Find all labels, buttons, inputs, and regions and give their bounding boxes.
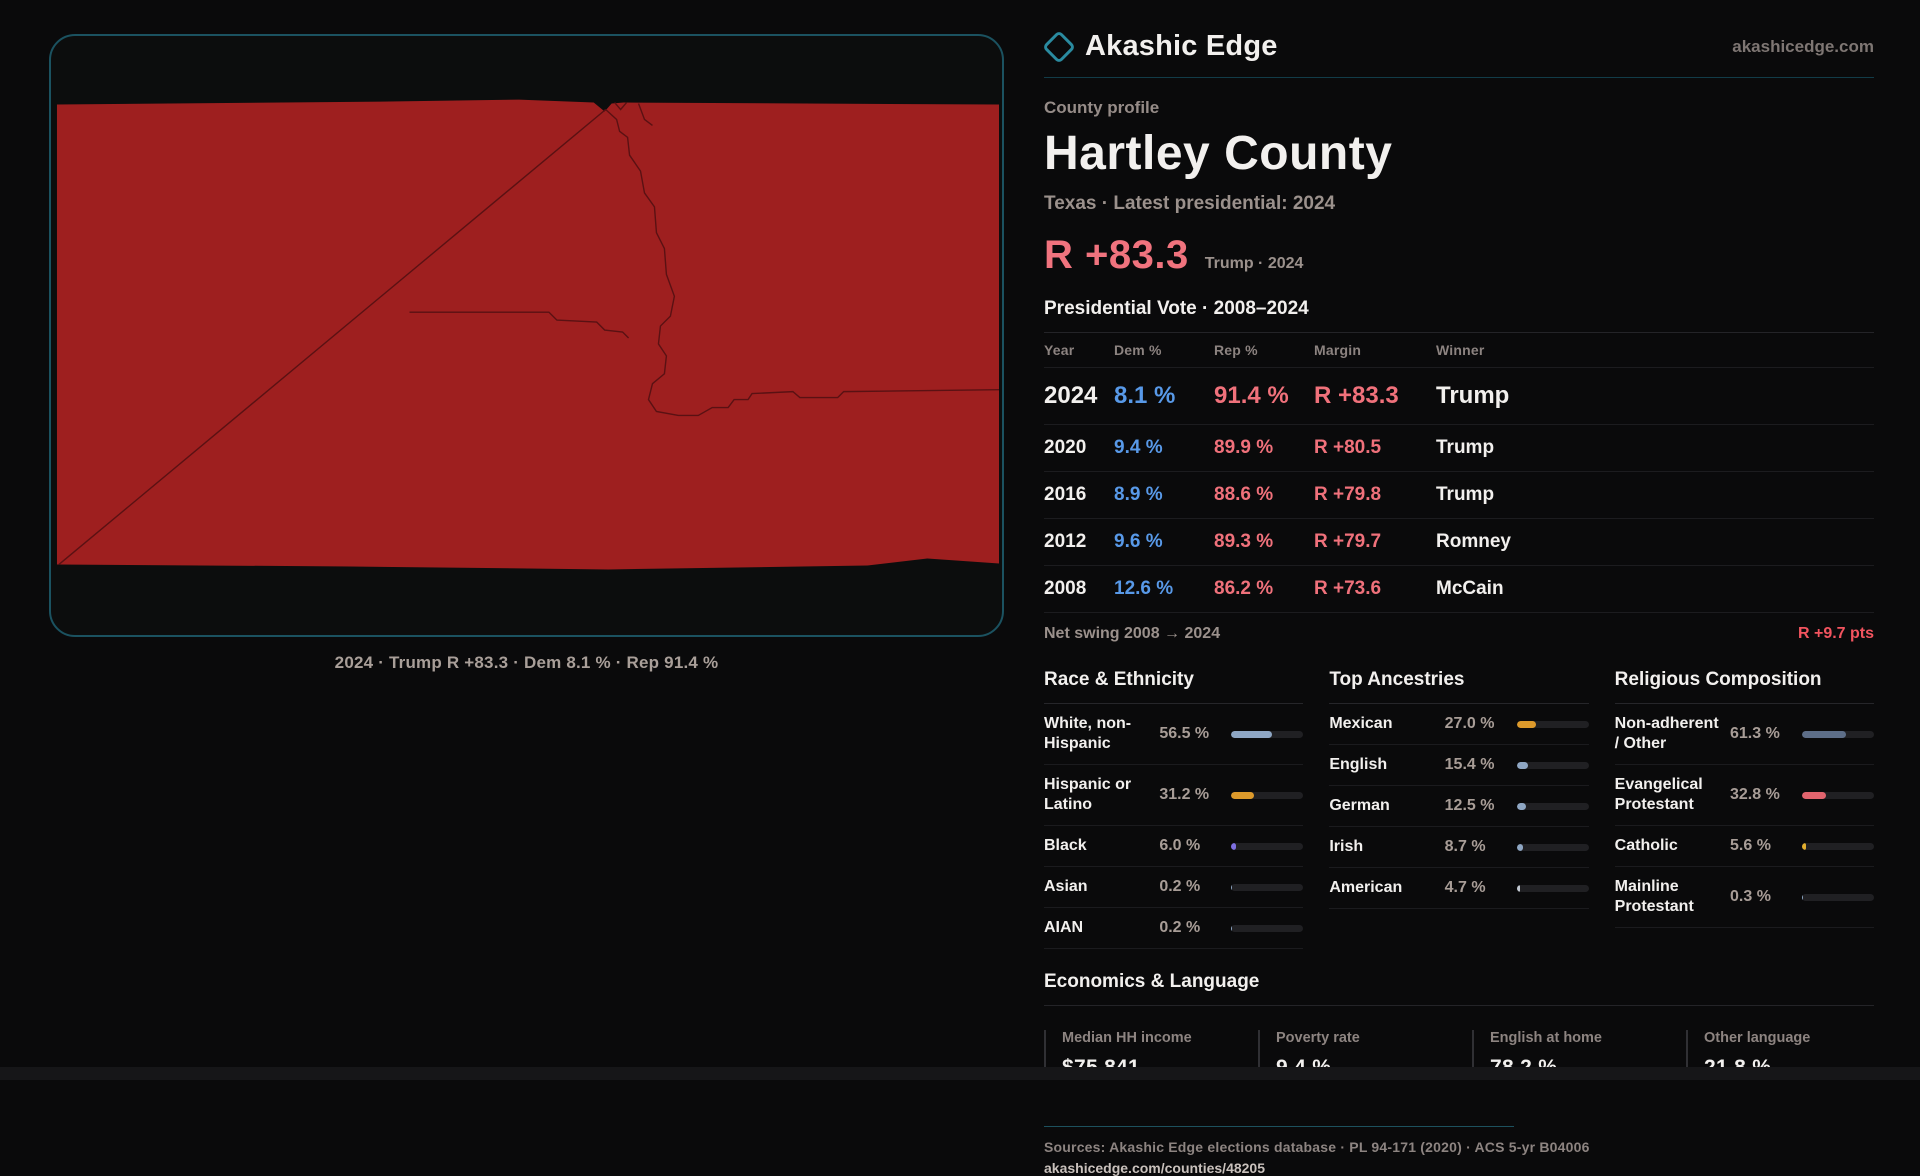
- demo-bar-track: [1802, 731, 1874, 738]
- demo-label: Evangelical Protestant: [1615, 775, 1720, 815]
- demo-label: Hispanic or Latino: [1044, 775, 1149, 815]
- cell-margin: R +79.7: [1314, 531, 1436, 553]
- demo-bar-track: [1231, 884, 1303, 891]
- list-item: [1615, 867, 1874, 928]
- demo-bar-fill: [1517, 721, 1536, 728]
- demo-bar-track: [1517, 885, 1589, 892]
- demo-label: Non-adherent / Other: [1615, 714, 1720, 754]
- cell-margin: R +73.6: [1314, 578, 1436, 600]
- headline-context: Trump · 2024: [1205, 255, 1304, 273]
- brand-name: Akashic Edge: [1085, 30, 1278, 63]
- cell-winner: Romney: [1436, 531, 1874, 553]
- demo-label: Catholic: [1615, 836, 1720, 856]
- list-item: [1044, 867, 1303, 908]
- demo-value: 0.3 %: [1730, 888, 1792, 906]
- col-rep: Rep %: [1214, 342, 1314, 358]
- cell-winner: Trump: [1436, 484, 1874, 506]
- list-item: [1044, 826, 1303, 867]
- stat-label: Poverty rate: [1276, 1030, 1446, 1046]
- demo-label: Irish: [1329, 837, 1434, 857]
- demo-bar-fill: [1517, 762, 1528, 769]
- demo-value: 0.2 %: [1159, 919, 1221, 937]
- cell-rep: 89.9 %: [1214, 437, 1314, 459]
- cell-rep: 86.2 %: [1214, 578, 1314, 600]
- demo-bar-fill: [1231, 731, 1272, 738]
- list-item: [1615, 704, 1874, 765]
- table-row: [1044, 519, 1874, 566]
- footer-sources: Sources: Akashic Edge elections database · PL 94-171 (2020) · ACS 5-yr B04006: [1044, 1139, 1874, 1155]
- page-subtitle: Texas · Latest presidential: 2024: [1044, 193, 1874, 215]
- cell-margin: R +79.8: [1314, 484, 1436, 506]
- demo-bar-fill: [1517, 844, 1523, 851]
- col-margin: Margin: [1314, 342, 1436, 358]
- demo-value: 56.5 %: [1159, 725, 1221, 743]
- table-row: [1044, 425, 1874, 472]
- section-race: [1044, 661, 1303, 949]
- demo-bar-track: [1231, 843, 1303, 850]
- brand-domain-link[interactable]: akashicedge.com: [1732, 37, 1874, 57]
- demo-bar-fill: [1802, 792, 1826, 799]
- section-title: Religious Composition: [1615, 661, 1874, 704]
- vote-table-header: [1044, 333, 1874, 368]
- list-item: [1044, 908, 1303, 949]
- bottom-strip: [0, 1067, 1920, 1080]
- demo-label: Asian: [1044, 877, 1149, 897]
- demo-label: German: [1329, 796, 1434, 816]
- cell-year: 2008: [1044, 578, 1114, 600]
- net-swing-value: R +9.7 pts: [1798, 625, 1874, 643]
- cell-winner: Trump: [1436, 382, 1874, 410]
- section-ancestries: [1329, 661, 1588, 949]
- brand-diamond-icon: [1042, 30, 1076, 64]
- table-row: [1044, 472, 1874, 519]
- demo-bar-track: [1231, 925, 1303, 932]
- cell-margin: R +83.3: [1314, 382, 1436, 410]
- demo-bar-fill: [1802, 843, 1806, 850]
- demo-value: 15.4 %: [1445, 756, 1507, 774]
- cell-dem: 8.1 %: [1114, 382, 1214, 410]
- demo-label: English: [1329, 755, 1434, 775]
- demo-bar-track: [1517, 844, 1589, 851]
- list-item: [1615, 826, 1874, 867]
- demo-bar-fill: [1517, 803, 1526, 810]
- demo-bar-track: [1517, 803, 1589, 810]
- headline-stat: [1044, 233, 1874, 278]
- demographics-grid: [1044, 661, 1874, 949]
- demo-value: 12.5 %: [1445, 797, 1507, 815]
- list-item: [1615, 765, 1874, 826]
- cell-rep: 89.3 %: [1214, 531, 1314, 553]
- list-item: [1329, 868, 1588, 909]
- demo-label: Black: [1044, 836, 1149, 856]
- county-fill-shape: [57, 100, 999, 570]
- demo-label: Mainline Protestant: [1615, 877, 1720, 917]
- demo-label: Mexican: [1329, 714, 1434, 734]
- demo-bar-fill: [1231, 792, 1253, 799]
- page-title: Hartley County: [1044, 126, 1874, 181]
- col-dem: Dem %: [1114, 342, 1214, 358]
- footer-divider: [1044, 1126, 1514, 1127]
- section-title: Top Ancestries: [1329, 661, 1588, 704]
- demo-bar-track: [1517, 762, 1589, 769]
- demo-label: White, non-Hispanic: [1044, 714, 1149, 754]
- list-item: [1044, 704, 1303, 765]
- cell-year: 2016: [1044, 484, 1114, 506]
- demo-bar-track: [1802, 894, 1874, 901]
- stat-label: Other language: [1704, 1030, 1874, 1046]
- demo-value: 31.2 %: [1159, 786, 1221, 804]
- county-map-viewport[interactable]: [49, 34, 1004, 637]
- list-item: [1329, 827, 1588, 868]
- cell-rep: 91.4 %: [1214, 382, 1314, 410]
- stat-label: Median HH income: [1062, 1030, 1232, 1046]
- demo-value: 5.6 %: [1730, 837, 1792, 855]
- net-swing-row: [1044, 613, 1874, 653]
- demo-value: 4.7 %: [1445, 879, 1507, 897]
- cell-margin: R +80.5: [1314, 437, 1436, 459]
- demo-value: 27.0 %: [1445, 715, 1507, 733]
- demo-bar-track: [1231, 731, 1303, 738]
- stat-label: English at home: [1490, 1030, 1660, 1046]
- demo-bar-track: [1802, 792, 1874, 799]
- profile-panel: [1044, 0, 1874, 1176]
- eyebrow-label: County profile: [1044, 98, 1874, 118]
- demo-label: AIAN: [1044, 918, 1149, 938]
- footer: [1044, 1126, 1874, 1176]
- list-item: [1044, 765, 1303, 826]
- cell-year: 2024: [1044, 382, 1114, 410]
- list-item: [1329, 786, 1588, 827]
- net-swing-label: Net swing 2008 → 2024: [1044, 625, 1220, 643]
- cell-dem: 9.4 %: [1114, 437, 1214, 459]
- demo-bar-fill: [1517, 885, 1520, 892]
- demo-value: 8.7 %: [1445, 838, 1507, 856]
- demo-value: 6.0 %: [1159, 837, 1221, 855]
- section-religion: [1615, 661, 1874, 949]
- cell-winner: Trump: [1436, 437, 1874, 459]
- col-winner: Winner: [1436, 342, 1874, 358]
- headline-margin: R +83.3: [1044, 233, 1189, 278]
- cell-rep: 88.6 %: [1214, 484, 1314, 506]
- col-year: Year: [1044, 342, 1114, 358]
- demo-value: 32.8 %: [1730, 786, 1792, 804]
- economics-title: Economics & Language: [1044, 971, 1874, 1006]
- table-row: [1044, 368, 1874, 425]
- demo-bar-track: [1802, 843, 1874, 850]
- demo-value: 0.2 %: [1159, 878, 1221, 896]
- map-caption: 2024 · Trump R +83.3 · Dem 8.1 % · Rep 91.4 %: [49, 653, 1004, 673]
- header-divider: [1044, 77, 1874, 78]
- demo-bar-fill: [1802, 731, 1846, 738]
- table-row: [1044, 566, 1874, 613]
- footer-permalink[interactable]: akashicedge.com/counties/48205: [1044, 1160, 1874, 1176]
- county-map-svg: [51, 36, 1002, 635]
- cell-dem: 12.6 %: [1114, 578, 1214, 600]
- demo-value: 61.3 %: [1730, 725, 1792, 743]
- vote-table-title: Presidential Vote · 2008–2024: [1044, 298, 1874, 333]
- map-column: [49, 34, 1004, 673]
- list-item: [1329, 745, 1588, 786]
- section-title: Race & Ethnicity: [1044, 661, 1303, 704]
- cell-year: 2020: [1044, 437, 1114, 459]
- demo-bar-fill: [1231, 843, 1235, 850]
- cell-winner: McCain: [1436, 578, 1874, 600]
- cell-dem: 9.6 %: [1114, 531, 1214, 553]
- demo-bar-track: [1231, 792, 1303, 799]
- cell-dem: 8.9 %: [1114, 484, 1214, 506]
- cell-year: 2012: [1044, 531, 1114, 553]
- demo-bar-track: [1517, 721, 1589, 728]
- list-item: [1329, 704, 1588, 745]
- brand-header: [1044, 0, 1874, 63]
- demo-label: American: [1329, 878, 1434, 898]
